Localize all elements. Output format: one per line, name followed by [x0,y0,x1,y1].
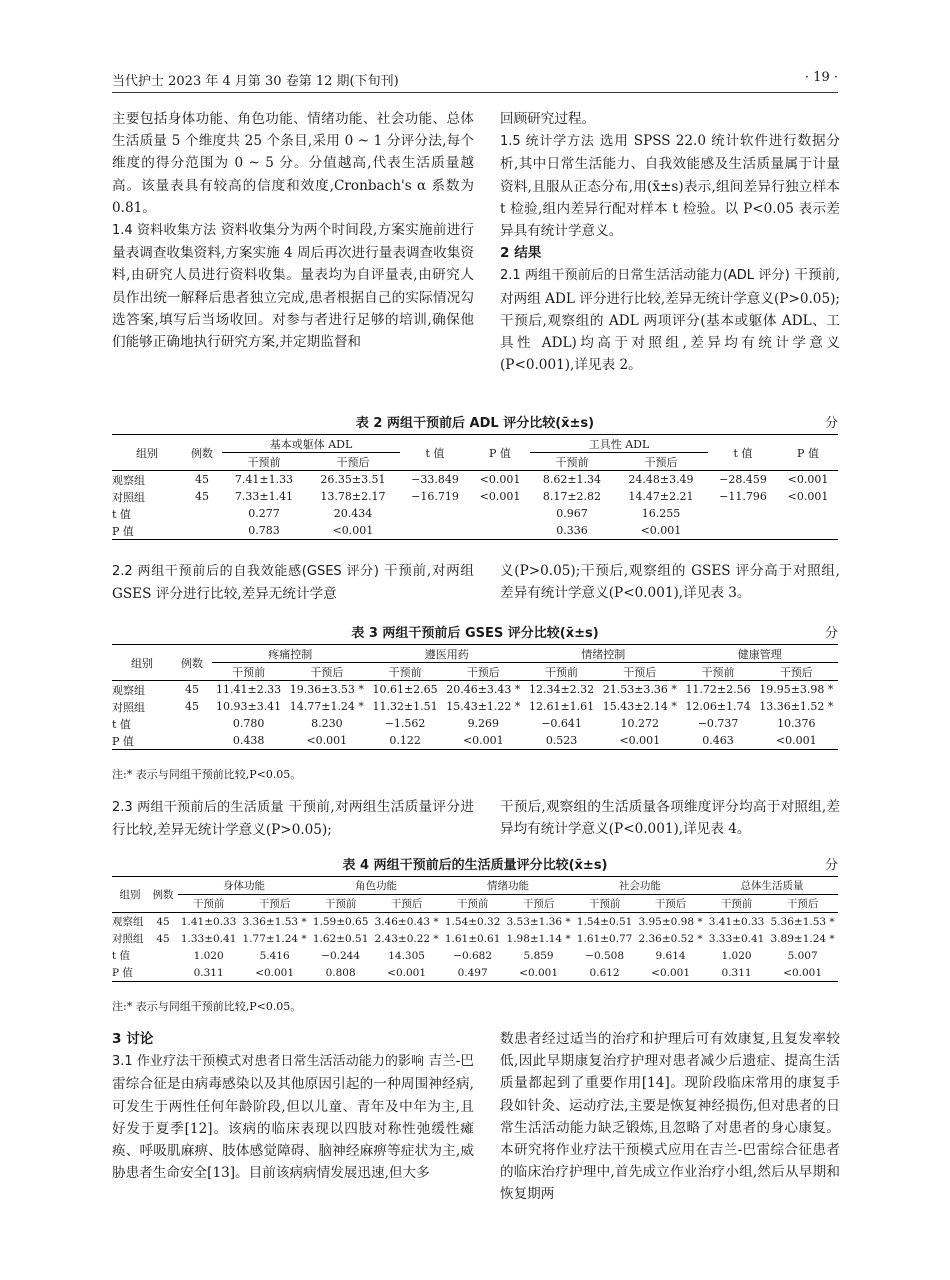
table-cell: 0.311 [178,964,239,982]
th-dimension: 社会功能 [574,877,706,895]
table-row [112,964,838,982]
table-cell: 0.497 [442,964,503,982]
table2-title: 表 2 两组干预前后 ADL 评分比较(x̄±s) [355,416,595,431]
table-cell: t 值 [112,507,131,521]
table-row [112,488,838,505]
table-cell: −11.796 [719,490,767,503]
th-pre: 干预前 [310,895,371,913]
table-cell: 观察组 [112,683,145,697]
table-cell: 0.277 [248,507,280,520]
paragraph: 回顾研究过程。 [500,111,596,127]
table-cell: 15.43±2.14 * [602,700,677,713]
section-text: 干预前,对两组 GSES 评分进行比较,差异无统计学意 [112,563,475,603]
table-cell: 19.36±3.53 * [289,683,364,696]
table-cell: 12.61±1.61 [528,700,595,713]
section-text: 选用 SPSS 22.0 统计软件进行数据分析,其中日常生活能力、自我效能感及生活质量属于计量资料,且服从正态分布,用(x̄±s)表示,组间差异行独立样本 t 检验,组内差异行配对样本 t 检验。以 P<0.05 表示差异具有统计学意义。 [500,133,840,240]
th-dimension: 情绪控制 [525,645,681,663]
th-group: 组别 [112,435,182,471]
top-right-column [500,108,840,376]
th-post: 干预后 [755,663,838,681]
table-cell: 10.61±2.65 [372,683,438,696]
th-pre: 干预前 [178,895,239,913]
section-title: 2.2 两组干预前后的自我效能感(GSES 评分) [112,564,379,579]
table-cell: 7.33±1.41 [234,490,294,503]
table-cell: 45 [185,683,199,696]
table-cell: 1.54±0.32 [444,915,501,928]
table-cell: <0.001 [787,490,829,503]
th-post: 干预后 [767,895,838,913]
top-left-column [112,108,474,353]
th-tool-adl: 工具性 ADL [530,435,708,453]
table3-unit: 分 [824,626,838,641]
table-cell: 5.36±1.53 * [770,915,835,928]
table-cell: 2.36±0.52 * [638,932,703,945]
table-cell: 对照组 [112,933,144,945]
table-cell: −16.719 [411,490,459,503]
table-cell [470,505,530,522]
table-cell: 8.62±1.34 [542,473,602,486]
table4-title: 表 4 两组干预前后的生活质量评分比较(x̄±s) [342,858,608,873]
th-dimension: 总体生活质量 [706,877,838,895]
table-cell: <0.001 [285,732,368,750]
table-cell: 3.46±0.43 * [374,915,439,928]
table-cell: <0.001 [442,732,525,750]
table-cell [148,947,178,964]
th-post: 干预后 [371,895,442,913]
table-cell: −0.244 [321,949,361,962]
th-post: 干预后 [614,453,708,471]
table-cell [778,505,838,522]
th-t: t 值 [400,435,470,471]
table4 [112,876,838,982]
table-cell: 21.53±3.36 * [602,683,677,696]
paragraph [112,560,474,605]
th-pre: 干预前 [222,453,306,471]
table-cell: 45 [156,932,170,945]
section-title: 2.3 两组干预前后的生活质量 [112,800,284,815]
table-row [112,930,838,947]
table4-note: 注:* 表示与同组干预前比较,P<0.05。 [112,1000,302,1013]
th-p: P 值 [778,435,838,471]
table-cell [172,715,212,732]
table-cell: 45 [156,915,170,928]
table4-unit: 分 [824,858,838,873]
table-cell: 26.35±3.51 [320,473,386,486]
th-pre: 干预前 [574,895,635,913]
th-t: t 值 [708,435,778,471]
table-cell: 对照组 [112,490,145,504]
table3-caption [112,622,838,641]
table-cell: −0.682 [453,949,493,962]
th-post: 干预后 [598,663,681,681]
table-cell: 0.523 [525,732,598,750]
paragraph: 义(P>0.05);干预后,观察组的 GSES 评分高于对照组,差异有统计学意义(P<0.001),详见表 3。 [500,563,840,602]
table-cell: 14.47±2.21 [628,490,694,503]
table-row [112,522,838,540]
table-row [112,947,838,964]
table-cell: <0.001 [598,732,681,750]
table-cell: 1.61±0.77 [576,932,633,945]
section-title: 1.4 资料收集方法 [112,223,217,239]
table-cell: 1.98±1.14 * [506,932,571,945]
th-post: 干预后 [285,663,368,681]
th-pre: 干预前 [212,663,285,681]
table-cell: 0.463 [681,732,754,750]
paragraph [500,130,840,242]
th-p: P 值 [470,435,530,471]
th-dimension: 角色功能 [310,877,442,895]
table-cell: 5.007 [787,949,818,962]
table-cell: t 值 [112,717,131,731]
table4-body [112,913,838,982]
table-row [112,681,838,699]
table-cell [708,505,778,522]
table-cell: <0.001 [239,964,310,982]
table-cell [708,522,778,540]
table-cell [148,964,178,982]
section-title: 3.1 作业疗法干预模式对患者日常生活活动能力的影响 [112,1054,425,1070]
table-cell: 20.434 [333,507,373,520]
table-cell: 0.780 [232,717,265,730]
table-cell: 14.77±1.24 * [289,700,364,713]
table3-title: 表 3 两组干预前后 GSES 评分比较(x̄±s) [351,626,599,641]
table-cell: 24.48±3.49 [628,473,694,486]
table-cell: 11.41±2.33 [215,683,282,696]
th-pre: 干预前 [530,453,614,471]
paragraph [112,219,474,353]
section-text: 干预前,对两组 ADL 评分进行比较,差异无统计学意义(P>0.05);干预后,观察组的 ADL 两项评分(基本或躯体 ADL、工具性 ADL)均高于对照组,差异均有统计学意义(P<0.001),详见表 2。 [500,267,840,374]
s23-left [112,796,474,841]
table-cell: 10.376 [777,717,816,730]
table-cell: 8.230 [311,717,343,730]
table-cell [778,522,838,540]
table-cell: 0.122 [368,732,441,750]
table-row [112,913,838,931]
th-pre: 干预前 [525,663,598,681]
table-cell: 3.53±1.36 * [506,915,571,928]
table-cell: P 值 [112,964,148,982]
table-cell: 10.93±3.41 [215,700,282,713]
th-post: 干预后 [442,663,525,681]
table-cell: 16.255 [641,507,681,520]
paragraph [112,796,474,841]
table-cell: −33.849 [411,473,459,486]
table-cell: <0.001 [371,964,442,982]
s22-left [112,560,474,605]
table-cell: 14.305 [388,949,425,962]
paragraph: 主要包括身体功能、角色功能、情绪功能、社会功能、总体生活质量 5 个维度共 25 个条目,采用 0 ~ 1 分评分法,每个维度的得分范围为 0 ~ 5 分。分值越高,代表生活质量越高。该量表具有较高的信度和效度,Cronbach's α 系数为 0.81。 [112,111,474,216]
table-cell: 13.78±2.17 [320,490,386,503]
th-pre: 干预前 [442,895,503,913]
table-cell: 12.06±1.74 [685,700,751,713]
paragraph: 数患者经过适当的治疗和护理后可有效康复,且复发率较低,因此早期康复治疗护理对患者减少后遗症、提高生活质量都起到了重要作用[14]。现阶段临床常用的康复手段如针灸、运动疗法,主要是恢复神经损伤,但对患者的日常生活活动能力缺乏锻炼,且忽略了对患者的身心康复。本研究将作业疗法干预模式应用在吉兰-巴雷综合征患者的临床治疗护理中,首先成立作业治疗小组,然后从早期和恢复期两 [500,1031,840,1203]
page-number: · 19 · [804,70,838,85]
journal-title: 当代护士 2023 年 4 月第 30 卷第 12 期(下旬刊) [112,74,399,89]
table-cell: t 值 [112,950,131,962]
th-basic-adl: 基本或躯体 ADL [222,435,400,453]
table-cell: −28.459 [719,473,767,486]
table-cell: <0.001 [767,964,838,982]
table-cell: <0.001 [755,732,838,750]
table-cell: 0.612 [574,964,635,982]
table3-note: 注:* 表示与同组干预前比较,P<0.05。 [112,768,302,781]
th-pre: 干预前 [368,663,441,681]
table-cell: −0.641 [541,717,582,730]
table-cell: 5.859 [523,949,554,962]
table-cell: 1.33±0.41 [180,932,237,945]
table-cell: −0.737 [697,717,739,730]
table-cell: 观察组 [112,916,144,928]
table-cell: 19.95±3.98 * [759,683,834,696]
table-cell: <0.001 [306,522,400,540]
table-cell: <0.001 [479,490,521,503]
table-cell: <0.001 [787,473,829,486]
table-cell: 1.62±0.51 [312,932,369,945]
table-cell: 8.17±2.82 [542,490,602,503]
th-dimension: 情绪功能 [442,877,574,895]
table-cell: 1.41±0.33 [180,915,237,928]
table-row [112,505,838,522]
table-cell [172,732,212,750]
section-text: 干预前,对两组生活质量评分进行比较,差异无统计学意义(P>0.05); [112,799,474,839]
table-cell [182,505,222,522]
table-cell: 2.43±0.22 * [374,932,439,945]
table-row [112,471,838,489]
section-title: 2.1 两组干预前后的日常生活活动能力(ADL 评分) [500,268,790,284]
table-cell: 12.34±2.32 [528,683,595,696]
table-row [112,732,838,750]
table-cell: 45 [195,473,209,486]
table2 [112,434,838,540]
table-cell: 0.311 [706,964,767,982]
table2-unit: 分 [824,416,838,431]
table-cell: 11.72±2.56 [685,683,751,696]
table-cell: 15.43±1.22 * [446,700,521,713]
table-cell: <0.001 [479,473,521,486]
s22-right [500,560,840,604]
paragraph: 干预后,观察组的生活质量各项维度评分均高于对照组,差异均有统计学意义(P<0.001),详见表 4。 [500,799,840,838]
table-cell: 45 [185,700,199,713]
table-cell: 1.020 [193,949,224,962]
th-dimension: 遵医用药 [368,645,524,663]
table-cell: 13.36±1.52 * [759,700,834,713]
table-cell: 20.46±3.43 * [446,683,521,696]
th-post: 干预后 [306,453,400,471]
th-dimension: 疼痛控制 [212,645,368,663]
table2-caption [112,412,838,431]
table3 [112,644,838,750]
table-cell: 3.95±0.98 * [638,915,703,928]
table-cell: 0.336 [530,522,614,540]
table-cell: −1.562 [384,717,426,730]
table-cell: 1.020 [721,949,752,962]
table-cell: 1.61±0.61 [444,932,501,945]
table-cell: <0.001 [614,522,708,540]
table-cell: −0.508 [585,949,624,962]
table-cell: 0.438 [212,732,285,750]
table-row [112,698,838,715]
table-cell: 45 [195,490,209,503]
table-cell: 1.59±0.65 [312,915,369,928]
th-dimension: 身体功能 [178,877,310,895]
th-post: 干预后 [503,895,574,913]
table-row [112,715,838,732]
table-cell [400,505,470,522]
table-cell [182,522,222,540]
paragraph [500,264,840,376]
table-cell: 7.41±1.33 [234,473,294,486]
running-header [112,68,838,93]
table-cell: 9.614 [655,949,686,962]
table-cell: 观察组 [112,473,145,487]
th-post: 干预后 [239,895,310,913]
th-post: 干预后 [635,895,706,913]
th-pre: 干预前 [706,895,767,913]
th-n: 例数 [148,877,178,913]
table-cell: 3.89±1.24 * [770,932,835,945]
section-title: 1.5 统计学方法 [500,134,595,150]
table-cell: P 值 [112,522,182,540]
table-cell: <0.001 [635,964,706,982]
table-cell: 1.77±1.24 * [242,932,307,945]
th-n: 例数 [182,435,222,471]
table-cell: 3.36±1.53 * [242,915,307,928]
table-cell: 0.967 [556,507,588,520]
s23-right [500,796,840,840]
table-cell: 0.783 [222,522,306,540]
table-cell: 9.269 [467,717,500,730]
table2-body [112,471,838,540]
section-text: 资料收集分为两个时间段,方案实施前进行量表调查收集资料,方案实施 4 周后再次进行量表调查收集资料,由研究人员进行资料收集。量表均为自评量表,由研究人员作出统一解释后患者独立完成,患者根据自己的实际情况勾选答案,填写后当场收回。对参与者进行足够的培训,确保他们能够正确地执行研究方案,并定期监督和 [112,222,474,351]
table-cell: 3.33±0.41 [708,932,765,945]
table-cell: <0.001 [503,964,574,982]
th-group: 组别 [112,877,148,913]
table3-body [112,681,838,750]
table-cell: 10.272 [620,717,660,730]
paragraph [112,1050,474,1184]
th-n: 例数 [172,645,212,681]
th-dimension: 健康管理 [681,645,838,663]
s3-left [112,1028,474,1184]
table-cell: 11.32±1.51 [372,700,438,713]
table-cell: 3.41±0.33 [708,915,765,928]
table4-caption [112,854,838,873]
table-cell [400,522,470,540]
th-pre: 干预前 [681,663,754,681]
s3-right [500,1028,840,1206]
section-heading: 2 结果 [500,245,542,262]
table-cell: 1.54±0.51 [576,915,633,928]
table-cell: 对照组 [112,700,145,714]
table-cell: 0.808 [310,964,371,982]
section-heading: 3 讨论 [112,1031,154,1047]
th-group: 组别 [112,645,172,681]
table-cell: P 值 [112,732,172,750]
table-cell [470,522,530,540]
table-cell: 5.416 [259,949,290,962]
section-text: 吉兰-巴雷综合征是由病毒感染以及其他原因引起的一种周围神经病,可发生于两性任何年龄阶段,但以儿童、青年及中年为主,且好发于夏季[12]。该病的临床表现以四肢对称性弛缓性瘫痪、呼吸肌麻痹、肢体感觉障碍、脑神经麻痹等症状为主,威胁患者生命安全[13]。目前该病病情发展迅速,但大多 [112,1053,475,1182]
